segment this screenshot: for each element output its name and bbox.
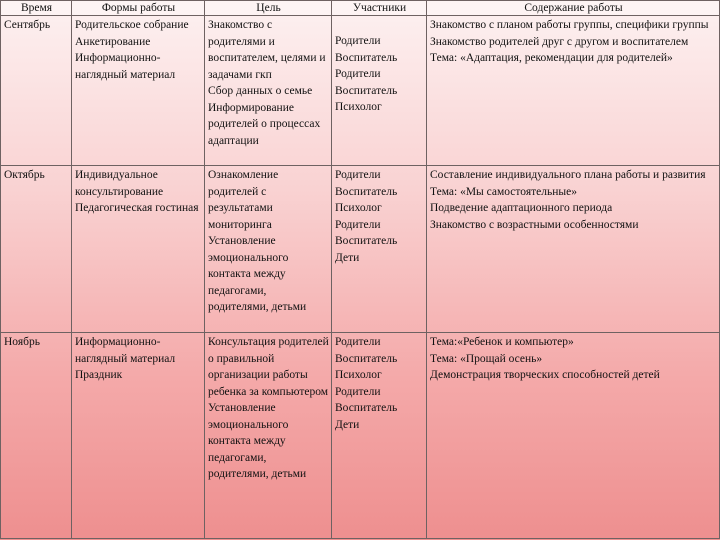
cell-content [427,333,720,539]
goal-item: Установление эмоционального контакта между педагогами, родителями, детьми [208,402,307,480]
cell-forms [72,333,205,539]
participant-item: Родители [335,385,381,398]
content-item: Подведение адаптационного периода [430,202,613,214]
participant-item: Родители [335,68,381,80]
cell-month [1,166,72,333]
cell-participants [332,16,427,166]
form-item: Анкетирование [75,35,151,48]
goal-item: Сбор данных о семье [208,85,313,97]
participant-item: Воспитатель [335,84,398,97]
content-item: Демонстрация творческих способностей детей [430,369,660,381]
participant-item: Воспитатель [335,235,398,247]
participant-item: Психолог [335,202,382,214]
table-header-row [1,1,720,16]
goal-item: Установление эмоционального контакта между педагогами, родителями, детьми [208,235,307,313]
goal-item: Информирование родителей о процессах адаптации [208,101,321,147]
content-item: Тема: «Мы самостоятельные» [430,185,577,198]
month-label: Ноябрь [4,336,40,348]
participant-item: Родители [335,218,381,231]
participant-item: Воспитатель [335,402,398,414]
participant-item: Родители [335,336,381,348]
content-item: Тема: «Прощай осень» [430,352,543,365]
goal-item: Знакомство с родителями и воспитателем, целями и задачами гкп [208,19,326,81]
form-item: Педагогическая гостиная [75,202,199,214]
content-item: Тема: «Адаптация, рекомендации для родителей» [430,52,673,64]
participant-item: Воспитатель [335,51,398,64]
goal-item: Консультация родителей о правильной организации работы ребенка за компьютером [208,336,329,398]
content-item: Тема:«Ребенок и компьютер» [430,336,574,348]
participant-item: Психолог [335,369,382,381]
cell-goal [205,333,332,539]
table-row [1,333,720,539]
content-item: Составление индивидуального плана работы и развития [430,169,706,181]
header-time: Время [1,1,72,16]
cell-content [427,16,720,166]
cell-content [427,166,720,333]
cell-forms [72,16,205,166]
form-item: Информационно-наглядный материал [75,336,176,365]
participant-item: Психолог [335,101,382,113]
table-row [1,16,720,166]
form-item: Информационно-наглядный материал [75,52,176,81]
table-row [1,166,720,333]
header-participants: Участники [332,1,427,16]
month-label: Сентябрь [4,19,51,31]
cell-goal [205,16,332,166]
cell-month [1,16,72,166]
participant-item: Родители [335,35,381,47]
header-content: Содержание работы [427,1,720,16]
month-label: Октябрь [4,169,45,181]
participant-item: Воспитатель [335,185,398,198]
participant-item: Дети [335,418,360,431]
header-goal: Цель [205,1,332,16]
cell-participants [332,166,427,333]
cell-participants [332,333,427,539]
participant-item: Воспитатель [335,352,398,365]
header-forms: Формы работы [72,1,205,16]
participant-item: Родители [335,169,381,181]
form-item: Родительское собрание [75,19,189,31]
goal-item: Ознакомление родителей с результатами мониторинга [208,169,279,231]
cell-month [1,333,72,539]
form-item: Праздник [75,369,123,381]
cell-forms [72,166,205,333]
content-item: Знакомство с возрастными особенностями [430,218,639,231]
content-item: Знакомство с планом работы группы, специфики группы [430,19,709,31]
cell-goal [205,166,332,333]
form-item: Индивидуальное консультирование [75,169,164,198]
participant-item: Дети [335,251,360,264]
content-item: Знакомство родителей друг с другом и воспитателем [430,35,689,48]
